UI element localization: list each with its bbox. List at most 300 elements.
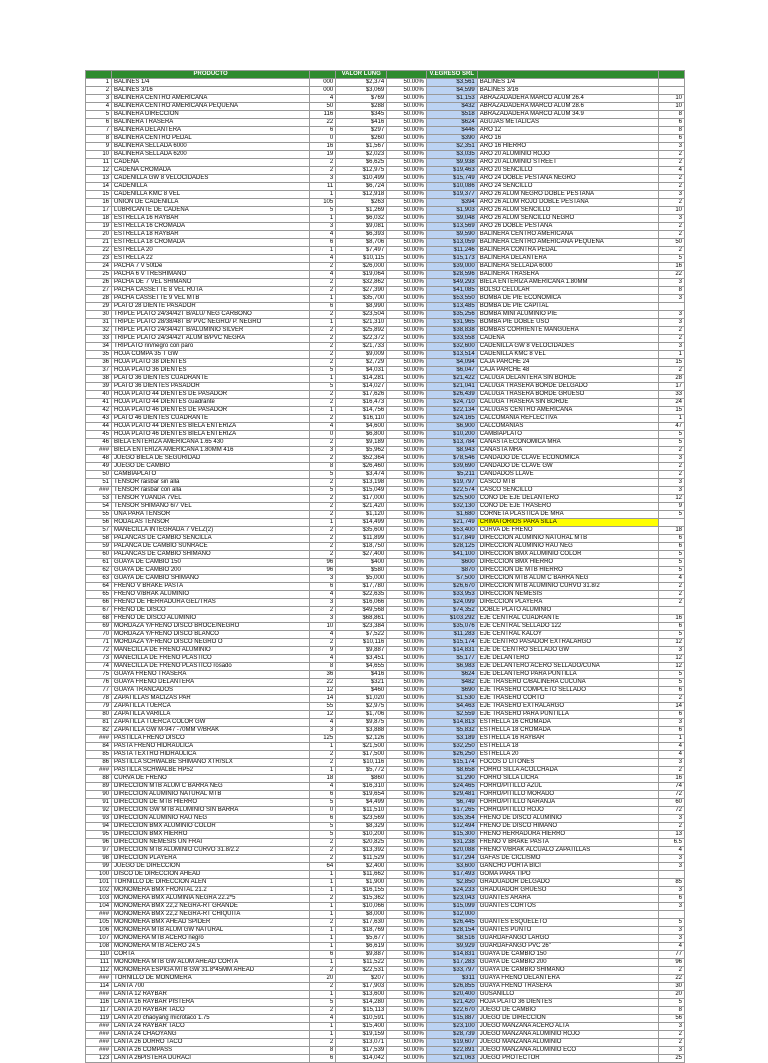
row-right-desc: FOCOS D LITONES [477, 759, 658, 767]
row-valor-lung: $8,329 [336, 823, 387, 831]
row-pct: 50.00% [387, 743, 427, 751]
row-id: 123 [86, 1055, 112, 1063]
row-right-desc: BALINES 3/16 [477, 87, 658, 95]
row-right-desc: FRENO V/BRAK ALCUALO ZAPATILLAS [477, 847, 658, 855]
row-qty: 3 [310, 575, 336, 583]
table-row [86, 831, 685, 839]
row-pct: 50.00% [387, 615, 427, 623]
row-qty: 96 [310, 559, 336, 567]
row-pct: 50.00% [387, 223, 427, 231]
row-desc: DIRECCION MTB ALUMINIO CURVO 31.8/2.2 [112, 847, 310, 855]
row-pct: 50.00% [387, 631, 427, 639]
row-qty: 0 [310, 807, 336, 815]
row-right-qty: 2 [658, 175, 684, 183]
table-row [86, 815, 685, 823]
row-egreso: $17,849 [426, 535, 477, 543]
row-egreso: $28,154 [426, 927, 477, 935]
row-id: 46 [86, 439, 112, 447]
row-pct: 50.00% [387, 911, 427, 919]
row-right-desc: FRENO V BRAKE PASTA [477, 839, 658, 847]
header-egreso: V.EGRESO SRL [426, 71, 477, 79]
row-right-qty: 3 [658, 647, 684, 655]
row-right-desc: CALCOMANIA REFLECTIVA [477, 415, 658, 423]
row-egreso: $33,797 [426, 967, 477, 975]
row-desc: DIRECCION MTB ALUM C BARRA NEG [112, 783, 310, 791]
row-id: 43 [86, 415, 112, 423]
table-row [86, 487, 685, 495]
row-pct: 50.00% [387, 591, 427, 599]
row-egreso: $15,174 [426, 759, 477, 767]
row-qty: 4 [310, 255, 336, 263]
row-desc: PALANCAS DE CAMBIO SHIMANO [112, 551, 310, 559]
row-pct: 50.00% [387, 655, 427, 663]
row-valor-lung: $1,120 [336, 511, 387, 519]
table-row [86, 199, 685, 207]
table-row [86, 407, 685, 415]
row-egreso: $870 [426, 567, 477, 575]
row-right-qty: 13 [658, 831, 684, 839]
row-qty: 1 [310, 911, 336, 919]
row-right-desc: GUAYA FRENO DELANTERA [477, 975, 658, 983]
row-pct: 50.00% [387, 271, 427, 279]
row-egreso: $446 [426, 127, 477, 135]
row-desc: MANECILLA DE FRENO PLASTICO [112, 655, 310, 663]
row-valor-lung: $263 [336, 199, 387, 207]
row-pct: 50.00% [387, 951, 427, 959]
table-row [86, 751, 685, 759]
table-row [86, 951, 685, 959]
row-qty: 1 [310, 943, 336, 951]
row-right-qty: 4 [658, 751, 684, 759]
row-right-qty: 2 [658, 591, 684, 599]
row-right-qty: 3 [658, 887, 684, 895]
row-desc: PACHA CASSETTE 9 VEL MTB [112, 295, 310, 303]
row-id: 25 [86, 271, 112, 279]
row-id: 107 [86, 935, 112, 943]
row-right-qty: 3 [658, 191, 684, 199]
header-row [86, 71, 685, 79]
row-egreso: $9,938 [426, 159, 477, 167]
row-valor-lung: $4,600 [336, 423, 387, 431]
row-qty: 4 [310, 631, 336, 639]
table-row [86, 175, 685, 183]
row-right-qty [658, 87, 684, 95]
row-id: 38 [86, 375, 112, 383]
row-qty: 2 [310, 847, 336, 855]
row-id: 54 [86, 503, 112, 511]
row-right-qty: 2 [658, 335, 684, 343]
table-row [86, 255, 685, 263]
row-egreso: $19,797 [426, 479, 477, 487]
row-egreso: $4,094 [426, 359, 477, 367]
row-id: 98 [86, 855, 112, 863]
row-qty: 19 [310, 151, 336, 159]
row-right-desc: DIRECCION BMX HIERRO [477, 559, 658, 567]
table-row [86, 663, 685, 671]
row-valor-lung: $2,023 [336, 151, 387, 159]
row-egreso: $15,749 [426, 175, 477, 183]
row-egreso: $32,250 [426, 743, 477, 751]
row-id: 6 [86, 119, 112, 127]
table-row [86, 351, 685, 359]
row-right-desc [477, 911, 658, 919]
row-qty: 2 [310, 535, 336, 543]
row-right-desc: ARO 26 ALUM NEGRO DOBLE PESTAÑA [477, 191, 658, 199]
row-desc: FRENO DE DISCO ALUMINIO [112, 615, 310, 623]
row-qty: 000 [310, 87, 336, 95]
row-desc: JUEGO DE DIRECCION [112, 863, 310, 871]
row-valor-lung: $14,280 [336, 999, 387, 1007]
row-desc: CADENILLA KMC 8 VEL [112, 191, 310, 199]
row-id: 3 [86, 95, 112, 103]
row-egreso: $78,546 [426, 455, 477, 463]
row-right-qty [658, 519, 684, 527]
row-qty: 1 [310, 1031, 336, 1039]
row-egreso: $14,831 [426, 951, 477, 959]
row-right-qty: 10 [658, 103, 684, 111]
row-pct: 50.00% [387, 991, 427, 999]
row-desc: LANTA 20 RAYBAR TACO [112, 1007, 310, 1015]
row-valor-lung: $2,400 [336, 863, 387, 871]
row-right-qty: 3 [658, 855, 684, 863]
table-row [86, 975, 685, 983]
row-valor-lung: $26,460 [336, 463, 387, 471]
row-desc: MONOMERA BMX ALUMINIA NEGRA 22.2*5 [112, 895, 310, 903]
table-row [86, 799, 685, 807]
row-right-qty: 3 [658, 215, 684, 223]
row-qty: 2 [310, 551, 336, 559]
table-row [86, 439, 685, 447]
row-right-desc: ESTRELLA 18 CROMADA [477, 727, 658, 735]
row-desc: DISCO DE DIRECCION AHEAD [112, 871, 310, 879]
row-egreso: $311 [426, 975, 477, 983]
row-egreso: $28,125 [426, 543, 477, 551]
row-right-qty: 8 [658, 1007, 684, 1015]
row-qty: 2 [310, 327, 336, 335]
row-right-desc: GUAYA FRENO TRASERA [477, 983, 658, 991]
row-right-desc: ESTRELLA 16 RAYBAR [477, 735, 658, 743]
row-pct: 50.00% [387, 487, 427, 495]
row-id: 56 [86, 519, 112, 527]
row-id: 110 [86, 951, 112, 959]
row-id: ### [86, 991, 112, 999]
row-right-desc: EJE DELANTERO PARA PUNTILLA [477, 671, 658, 679]
row-right-desc: ABRAZADADERA MARCO ALUM 28.6 [477, 103, 658, 111]
table-row [86, 423, 685, 431]
row-right-desc: GUARDAFANGO LARGO [477, 935, 658, 943]
row-valor-lung: $21,420 [336, 503, 387, 511]
row-right-desc: ARO 12 [477, 127, 658, 135]
row-right-qty: 2 [658, 223, 684, 231]
row-right-desc: CANASTA ECONOMICA MRA [477, 439, 658, 447]
row-pct: 50.00% [387, 343, 427, 351]
row-egreso: $13,485 [426, 303, 477, 311]
row-right-qty [658, 871, 684, 879]
row-valor-lung: $6,724 [336, 183, 387, 191]
row-pct: 50.00% [387, 479, 427, 487]
table-row [86, 463, 685, 471]
table-row [86, 783, 685, 791]
row-qty: 2 [310, 343, 336, 351]
row-desc: HOJA PLATO 38 DIENTES [112, 359, 310, 367]
table-row [86, 623, 685, 631]
table-row [86, 687, 685, 695]
row-qty: 2 [310, 311, 336, 319]
row-right-qty: 3 [658, 815, 684, 823]
row-pct: 50.00% [387, 247, 427, 255]
row-right-qty: 5 [658, 551, 684, 559]
table-row [86, 583, 685, 591]
row-right-qty: 12 [658, 639, 684, 647]
row-egreso: $41,100 [426, 551, 477, 559]
row-valor-lung: $6,032 [336, 215, 387, 223]
row-desc: MONOMERA BMX FRONTAL 21.2 [112, 887, 310, 895]
table-row [86, 919, 685, 927]
table-row [86, 519, 685, 527]
row-id: 57 [86, 527, 112, 535]
row-egreso: $23,100 [426, 1023, 477, 1031]
table-row [86, 567, 685, 575]
row-egreso: $13,784 [426, 439, 477, 447]
row-valor-lung: $7,522 [336, 631, 387, 639]
row-desc: MONOMERA MTB GW ALUM AHEAD CORTA [112, 959, 310, 967]
row-right-qty: 60 [658, 799, 684, 807]
row-pct: 50.00% [387, 703, 427, 711]
row-desc: TRIPLE PLATO 24/34/42T B/ALUMINIO SILVER [112, 327, 310, 335]
row-qty: 16 [310, 143, 336, 151]
row-right-desc: EJE CENTRAL KALOY [477, 631, 658, 639]
row-desc: CADENA CROMADA [112, 167, 310, 175]
row-qty: 6 [310, 951, 336, 959]
row-valor-lung: $1,900 [336, 879, 387, 887]
row-right-desc: JUEGO PROTECTOR [477, 1055, 658, 1063]
row-id: 30 [86, 311, 112, 319]
row-pct: 50.00% [387, 95, 427, 103]
row-right-qty: 2 [658, 327, 684, 335]
row-right-desc: CANDADOS LLAVE [477, 471, 658, 479]
row-qty: 1 [310, 191, 336, 199]
row-id: 112 [86, 967, 112, 975]
row-right-qty: 5 [658, 431, 684, 439]
row-pct: 50.00% [387, 119, 427, 127]
row-right-desc: BIELA ENTERIZA AMERICANA 1.80MM [477, 279, 658, 287]
row-id: 74 [86, 663, 112, 671]
row-desc: MONOMERA MTB ACERO 24.5 [112, 943, 310, 951]
row-pct: 50.00% [387, 767, 427, 775]
table-row [86, 295, 685, 303]
row-qty: 2 [310, 511, 336, 519]
row-pct: 50.00% [387, 287, 427, 295]
row-right-qty: 3 [658, 479, 684, 487]
row-right-desc: CORNETA PLASTICA DE MRA [477, 511, 658, 519]
row-right-qty: 2 [658, 231, 684, 239]
row-pct: 50.00% [387, 239, 427, 247]
row-qty: 1 [310, 879, 336, 887]
row-right-desc: BOMBA DE PIE ECONOMICA [477, 295, 658, 303]
row-valor-lung: $11,522 [336, 959, 387, 967]
table-row [86, 607, 685, 615]
row-id: 37 [86, 367, 112, 375]
table-row [86, 527, 685, 535]
row-pct: 50.00% [387, 143, 427, 151]
row-desc: PALANCA DE CAMBIO SUNRACE [112, 543, 310, 551]
row-pct: 50.00% [387, 159, 427, 167]
table-row [86, 823, 685, 831]
row-valor-lung: $35,600 [336, 527, 387, 535]
row-right-desc: CALUGAS CENTRO AMERICANA [477, 407, 658, 415]
row-right-desc: FORRO SILLA LICRA [477, 775, 658, 783]
row-right-qty: 2 [658, 967, 684, 975]
row-qty: 2 [310, 751, 336, 759]
row-id: 61 [86, 559, 112, 567]
row-right-qty: 17 [658, 383, 684, 391]
row-egreso: $9,929 [426, 943, 477, 951]
row-egreso: $33,558 [426, 335, 477, 343]
header-right-qty [658, 71, 684, 79]
row-id: 21 [86, 239, 112, 247]
row-egreso: $29,481 [426, 791, 477, 799]
row-id: 78 [86, 695, 112, 703]
row-right-desc: CANDADO DE CLAVE GW [477, 463, 658, 471]
row-qty: 11 [310, 183, 336, 191]
row-egreso: $624 [426, 119, 477, 127]
row-valor-lung: $10,499 [336, 175, 387, 183]
row-desc: RODALAS TENSOR [112, 519, 310, 527]
row-pct: 50.00% [387, 351, 427, 359]
row-valor-lung: $16,155 [336, 887, 387, 895]
row-right-qty: 25 [658, 1055, 684, 1063]
row-id: ### [86, 1023, 112, 1031]
row-valor-lung: $6,625 [336, 159, 387, 167]
row-id: 28 [86, 295, 112, 303]
row-id: 29 [86, 303, 112, 311]
table-row [86, 991, 685, 999]
row-qty: 3 [310, 727, 336, 735]
row-valor-lung: $5,677 [336, 935, 387, 943]
row-desc: PLATO 36 DIENTES PASADOR [112, 383, 310, 391]
table-row [86, 735, 685, 743]
row-valor-lung: $11,899 [336, 535, 387, 543]
row-right-desc: ABRAZADADERA MARCO ALUM 34.9 [477, 111, 658, 119]
row-egreso: $25,500 [426, 495, 477, 503]
row-egreso: $13,569 [426, 223, 477, 231]
row-egreso: $26,439 [426, 391, 477, 399]
row-valor-lung: $49,568 [336, 607, 387, 615]
row-right-desc: JUEGO MANZANA ALUMINIO ECO [477, 1047, 658, 1055]
row-desc: GUAYA TRANCADOS [112, 687, 310, 695]
row-right-desc: DIRECCION MTB ALUMINIO CURVO 31.8/2 [477, 583, 658, 591]
table-row [86, 207, 685, 215]
row-right-qty: 14 [658, 703, 684, 711]
row-pct: 50.00% [387, 1015, 427, 1023]
row-egreso: $22,574 [426, 487, 477, 495]
table-row [86, 455, 685, 463]
row-qty: 5 [310, 823, 336, 831]
row-right-qty: 72 [658, 791, 684, 799]
row-egreso: $24,233 [426, 887, 477, 895]
row-right-desc: BOMBAS CORRIENTE MANGUERA [477, 327, 658, 335]
row-qty: 1 [310, 1023, 336, 1031]
row-id: 119 [86, 1015, 112, 1023]
table-row [86, 967, 685, 975]
row-pct: 50.00% [387, 527, 427, 535]
inventory-table [85, 70, 685, 1063]
row-egreso: $31,965 [426, 319, 477, 327]
table-row [86, 223, 685, 231]
row-valor-lung: $14,756 [336, 407, 387, 415]
row-id: 82 [86, 727, 112, 735]
row-right-desc: ABRAZADADERA MARCO ALUM 26.4 [477, 95, 658, 103]
row-right-qty: 3 [658, 1023, 684, 1031]
row-desc: HOJA PLATO 46 DIENTES DE PASADOR [112, 407, 310, 415]
row-id: 72 [86, 647, 112, 655]
row-right-desc: FRENO DE DISCO ALUMINIO [477, 815, 658, 823]
row-right-qty: 3 [658, 863, 684, 871]
row-desc: GUAYA DE CAMBIO SHIMANO [112, 575, 310, 583]
row-id: 95 [86, 831, 112, 839]
row-qty: 1 [310, 295, 336, 303]
row-valor-lung: $11,529 [336, 855, 387, 863]
row-id: 85 [86, 751, 112, 759]
row-egreso: $39,690 [426, 463, 477, 471]
row-id: 13 [86, 175, 112, 183]
row-right-qty: 2 [658, 447, 684, 455]
row-qty: 5 [310, 999, 336, 1007]
row-id: 55 [86, 511, 112, 519]
row-right-qty: 96 [658, 959, 684, 967]
row-valor-lung: $19,159 [336, 1031, 387, 1039]
row-id: 19 [86, 223, 112, 231]
row-egreso: $1,290 [426, 775, 477, 783]
row-id: 106 [86, 927, 112, 935]
table-row [86, 1055, 685, 1063]
row-right-qty: 5 [658, 999, 684, 1007]
row-desc: TENSOR SHIMANO 6/7 VEL [112, 503, 310, 511]
table-row [86, 79, 685, 87]
row-pct: 50.00% [387, 215, 427, 223]
row-valor-lung: $14,499 [336, 519, 387, 527]
row-desc: BALINES 3/16 [112, 87, 310, 95]
row-pct: 50.00% [387, 503, 427, 511]
row-id: 86 [86, 759, 112, 767]
row-pct: 50.00% [387, 311, 427, 319]
row-valor-lung: $14,027 [336, 383, 387, 391]
row-id: 26 [86, 279, 112, 287]
row-desc: BIELA ENTERIZA AMERICANA 1.80MM 416 [112, 447, 310, 455]
row-desc: JUEGO DE CAMBIO [112, 463, 310, 471]
row-pct: 50.00% [387, 127, 427, 135]
row-pct: 50.00% [387, 1047, 427, 1055]
table-row [86, 959, 685, 967]
row-right-qty: 3 [658, 903, 684, 911]
row-right-desc: EJE CENTRAL CUADRANTE [477, 615, 658, 623]
row-right-desc: BOMBA PIE DOBLE USO [477, 319, 658, 327]
row-right-qty: 6 [658, 535, 684, 543]
row-qty: 2 [310, 639, 336, 647]
row-desc: CADENILLA [112, 183, 310, 191]
row-right-desc: EJE TRASERO EXTRALARGO [477, 703, 658, 711]
row-desc: ZAPATILLAS MACIZAS PAR [112, 695, 310, 703]
table-row [86, 1007, 685, 1015]
row-right-qty: 3 [658, 487, 684, 495]
row-valor-lung: $6,393 [336, 231, 387, 239]
row-pct: 50.00% [387, 543, 427, 551]
row-desc: DIRECCION PLAYERA [112, 855, 310, 863]
row-desc: TORNILLO DE DIRECCION ALEN [112, 879, 310, 887]
table-row [86, 855, 685, 863]
row-egreso: $14,831 [426, 647, 477, 655]
row-right-desc: BALINERA TRASERA [477, 271, 658, 279]
